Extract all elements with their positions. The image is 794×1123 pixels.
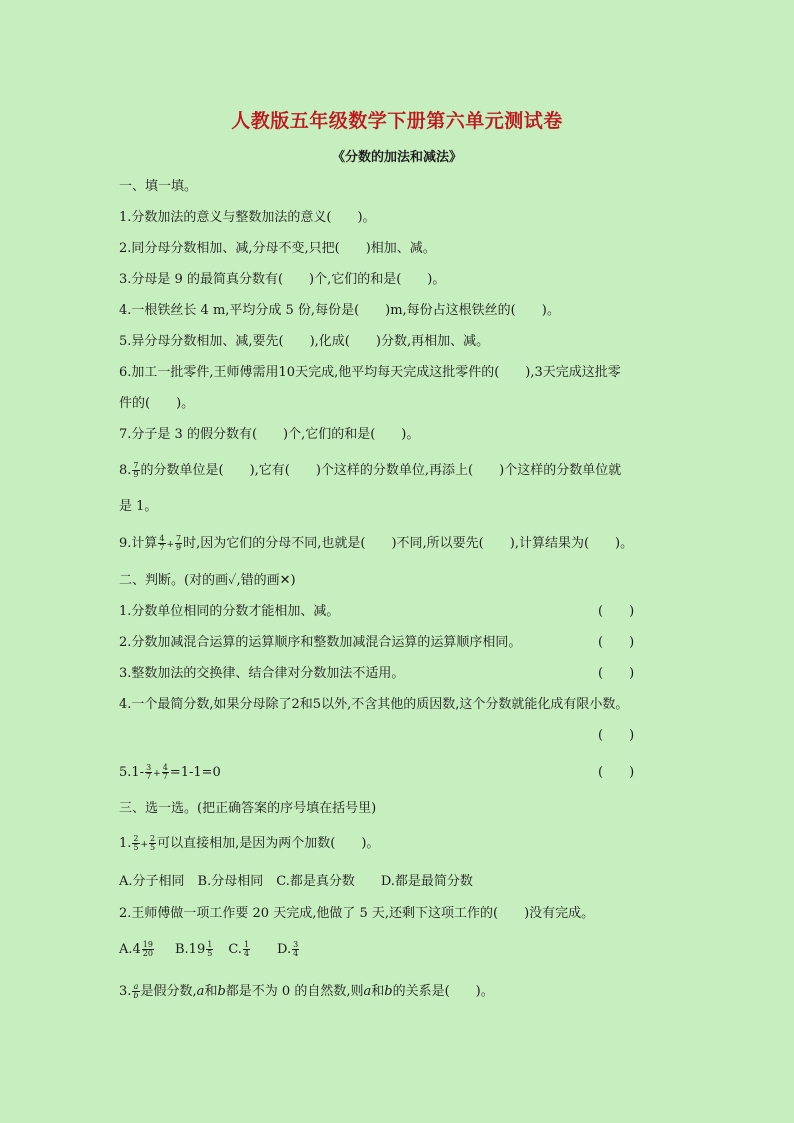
s3q1-f1-numerator: 2 <box>133 834 139 843</box>
q5-f2-numerator: 4 <box>162 763 168 772</box>
s3q3-var-b: b <box>217 984 226 999</box>
s3q3-var-a-2: a <box>363 984 372 999</box>
option-c-denominator: 4 <box>243 949 250 958</box>
q9-f1-denominator: 7 <box>159 543 165 552</box>
s1-question-8-line2: 是 1。 <box>119 499 158 514</box>
s3q1-fraction-2 <box>149 835 156 852</box>
s3-question-3 <box>119 983 494 1000</box>
page-title: 人教版五年级数学下册第六单元测试卷 <box>231 110 563 132</box>
section3-heading: 三、选一选。(把正确答案的序号填在括号里) <box>119 801 377 816</box>
q5-f1-numerator: 3 <box>146 763 152 772</box>
s1-question-6-line2: 件的( )。 <box>119 396 195 411</box>
s3q3-fraction <box>132 983 139 1000</box>
q5-text: =1-1=0 <box>169 765 221 780</box>
s2-answer-paren-1: ( ) <box>598 604 635 619</box>
s2-question-3: 3.整数加法的交换律、结合律对分数加法不适用。 <box>119 666 405 681</box>
s2-answer-paren-5: ( ) <box>598 765 635 780</box>
s1-question-5: 5.异分母分数相加、减,要先( ),化成( )分数,再相加、减。 <box>119 334 490 349</box>
s3q1-f2-denominator: 5 <box>150 843 156 852</box>
section1-heading: 一、填一填。 <box>119 179 198 194</box>
s3q3-text-3: 都是不为 0 的自然数,则 <box>225 984 364 999</box>
option-c-fraction <box>243 941 250 958</box>
option-a <box>119 942 155 957</box>
s1-question-9 <box>119 535 633 553</box>
q5-f1-denominator: 7 <box>146 772 152 781</box>
s3q1-text: 可以直接相加,是因为两个加数( )。 <box>157 836 380 851</box>
q9-fraction-1 <box>158 535 165 552</box>
q9-plus: + <box>166 540 175 550</box>
s3-question-1 <box>119 835 379 853</box>
s1-question-7: 7.分子是 3 的假分数有( )个,它们的和是( )。 <box>119 427 420 442</box>
s2-answer-paren-3: ( ) <box>598 666 635 681</box>
s3q3-prefix: 3. <box>119 984 132 999</box>
q5-f2-denominator: 7 <box>162 772 168 781</box>
option-c <box>228 942 251 957</box>
q9-text: 时,因为它们的分母不同,也就是( )不同,所以要先( ),计算结果为( )。 <box>183 536 634 551</box>
s2-question-5 <box>119 764 221 782</box>
option-d-denominator: 4 <box>293 949 299 958</box>
q8-fraction <box>132 462 139 479</box>
option-b-numerator: 1 <box>207 940 213 949</box>
option-b-fraction <box>206 941 213 958</box>
s3q3-var-b-2: b <box>384 984 393 999</box>
s2-question-1: 1.分数单位相同的分数才能相加、减。 <box>119 604 340 619</box>
s2-question-2: 2.分数加减混合运算的运算顺序和整数加减混合运算的运算顺序相同。 <box>119 635 522 650</box>
q9-f2-denominator: 9 <box>176 543 182 552</box>
option-c-numerator: 1 <box>243 940 250 949</box>
option-c-label: C. <box>228 942 242 957</box>
s3q3-var-a: a <box>196 984 205 999</box>
q5-plus: + <box>153 769 161 779</box>
q9-f2-numerator: 7 <box>176 534 182 543</box>
s2-answer-paren-2: ( ) <box>598 635 635 650</box>
s3q3-text-1: 是假分数, <box>140 984 197 999</box>
s3q3-numerator: a <box>133 982 139 991</box>
s3q1-prefix: 1. <box>119 836 132 851</box>
s1-question-4: 4.一根铁丝长 4 m,平均分成 5 份,每份是( )m,每份占这根铁丝的( )。 <box>119 303 560 318</box>
q9-f1-numerator: 4 <box>159 534 165 543</box>
option-b <box>175 942 214 957</box>
s1-question-6-line1: 6.加工一批零件,王师傅需用10天完成,他平均每天完成这批零件的( ),3天完成这批零 <box>119 365 621 380</box>
s3q3-text-2: 和 <box>204 984 218 999</box>
q5-fraction-1 <box>145 764 152 781</box>
q5-prefix: 5.1- <box>119 765 145 780</box>
s3q3-text-4: 和 <box>371 984 385 999</box>
s3-question-1-options: A.分子相同 B.分母相同 C.都是真分数 D.都是最简分数 <box>119 874 473 889</box>
s3q1-f2-numerator: 2 <box>150 834 156 843</box>
s3-question-2-options <box>119 941 300 958</box>
s1-question-8-line1 <box>119 462 621 479</box>
s2-answer-paren-4: ( ) <box>598 728 635 743</box>
option-a-label: A.4 <box>119 942 141 957</box>
s3q1-plus: + <box>140 840 149 850</box>
q8-numerator: 7 <box>133 461 139 470</box>
s3q3-denominator: b <box>133 991 139 1000</box>
section2-heading: 二、判断。(对的画✓,错的画✕) <box>119 573 296 588</box>
option-b-label: B.19 <box>174 942 206 957</box>
q8-denominator: 9 <box>133 470 139 479</box>
s1-question-3: 3.分母是 9 的最简真分数有( )个,它们的和是( )。 <box>119 272 446 287</box>
q5-fraction-2 <box>162 764 169 781</box>
s3q1-fraction-1 <box>132 835 139 852</box>
page-subtitle: 《分数的加法和减法》 <box>331 150 462 165</box>
option-b-denominator: 5 <box>207 949 213 958</box>
s3-question-2: 2.王师傅做一项工作要 20 天完成,他做了 5 天,还剩下这项工作的( )没有完成。 <box>119 906 595 921</box>
s1-question-1: 1.分数加法的意义与整数加法的意义( )。 <box>119 210 376 225</box>
q8-text: 的分数单位是( ),它有( )个这样的分数单位,再添上( )个这样的分数单位就 <box>140 463 622 478</box>
q9-prefix: 9.计算 <box>119 536 158 551</box>
option-a-denominator: 20 <box>142 949 153 958</box>
s3q3-text-5: 的关系是( )。 <box>392 984 494 999</box>
s3q1-f1-denominator: 5 <box>133 843 139 852</box>
q9-fraction-2 <box>175 535 182 552</box>
q8-prefix: 8. <box>119 463 132 478</box>
option-d <box>277 942 300 957</box>
s2-question-4: 4.一个最简分数,如果分母除了2和5以外,不含其他的质因数,这个分数就能化成有限小数。 <box>119 697 629 712</box>
option-a-numerator: 19 <box>142 940 153 949</box>
option-d-fraction <box>292 941 299 958</box>
s1-question-2: 2.同分母分数相加、减,分母不变,只把( )相加、减。 <box>119 241 436 256</box>
option-d-label: D. <box>277 942 292 957</box>
option-a-fraction <box>142 941 154 958</box>
option-d-numerator: 3 <box>293 940 299 949</box>
